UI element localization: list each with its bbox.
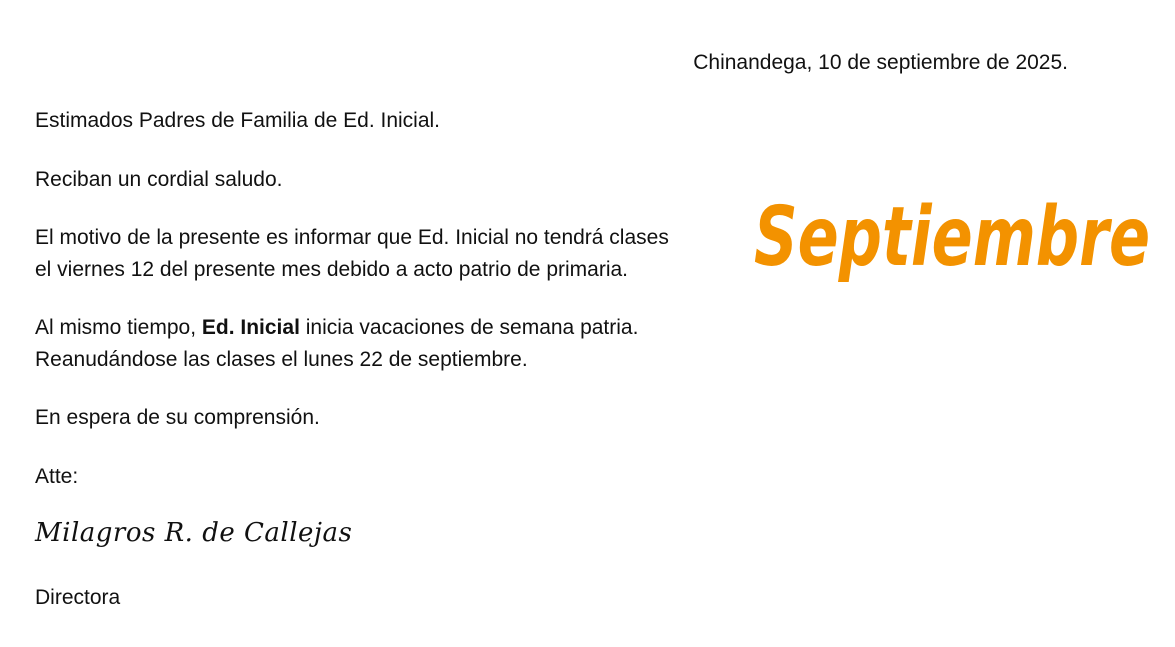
motive-line-2: el viernes 12 del presente mes debido a acto patrio de primaria. (35, 258, 629, 281)
vacation-line-1-bold: Ed. Inicial (201, 316, 300, 339)
signature: Milagros R. de Callejas (35, 518, 353, 548)
closing-line: En espera de su comprensión. (35, 406, 320, 429)
salutation: Reciban un cordial saludo. (35, 168, 283, 191)
vacation-line-1-end: inicia vacaciones de semana patria. (299, 316, 639, 339)
month-word-art (750, 160, 1155, 300)
motive-line-1: El motivo de la presente es informar que Ed. Inicial no tendrá clases (35, 226, 669, 249)
month-word-svg (750, 160, 1155, 300)
motive-paragraph (35, 222, 669, 286)
vacation-line-2: Reanudándose las clases el lunes 22 de septiembre. (35, 348, 528, 371)
vacation-paragraph (35, 312, 638, 376)
vacation-line-1-start: Al mismo tiempo, (35, 316, 202, 339)
signer-role: Directora (35, 586, 121, 609)
month-word-text: Septiembre (754, 190, 1150, 285)
vacation-line-1 (35, 312, 638, 344)
atte-label: Atte: (35, 465, 79, 488)
greeting: Estimados Padres de Familia de Ed. Inicial. (35, 109, 441, 132)
date-line: Chinandega, 10 de septiembre de 2025. (693, 51, 1068, 74)
